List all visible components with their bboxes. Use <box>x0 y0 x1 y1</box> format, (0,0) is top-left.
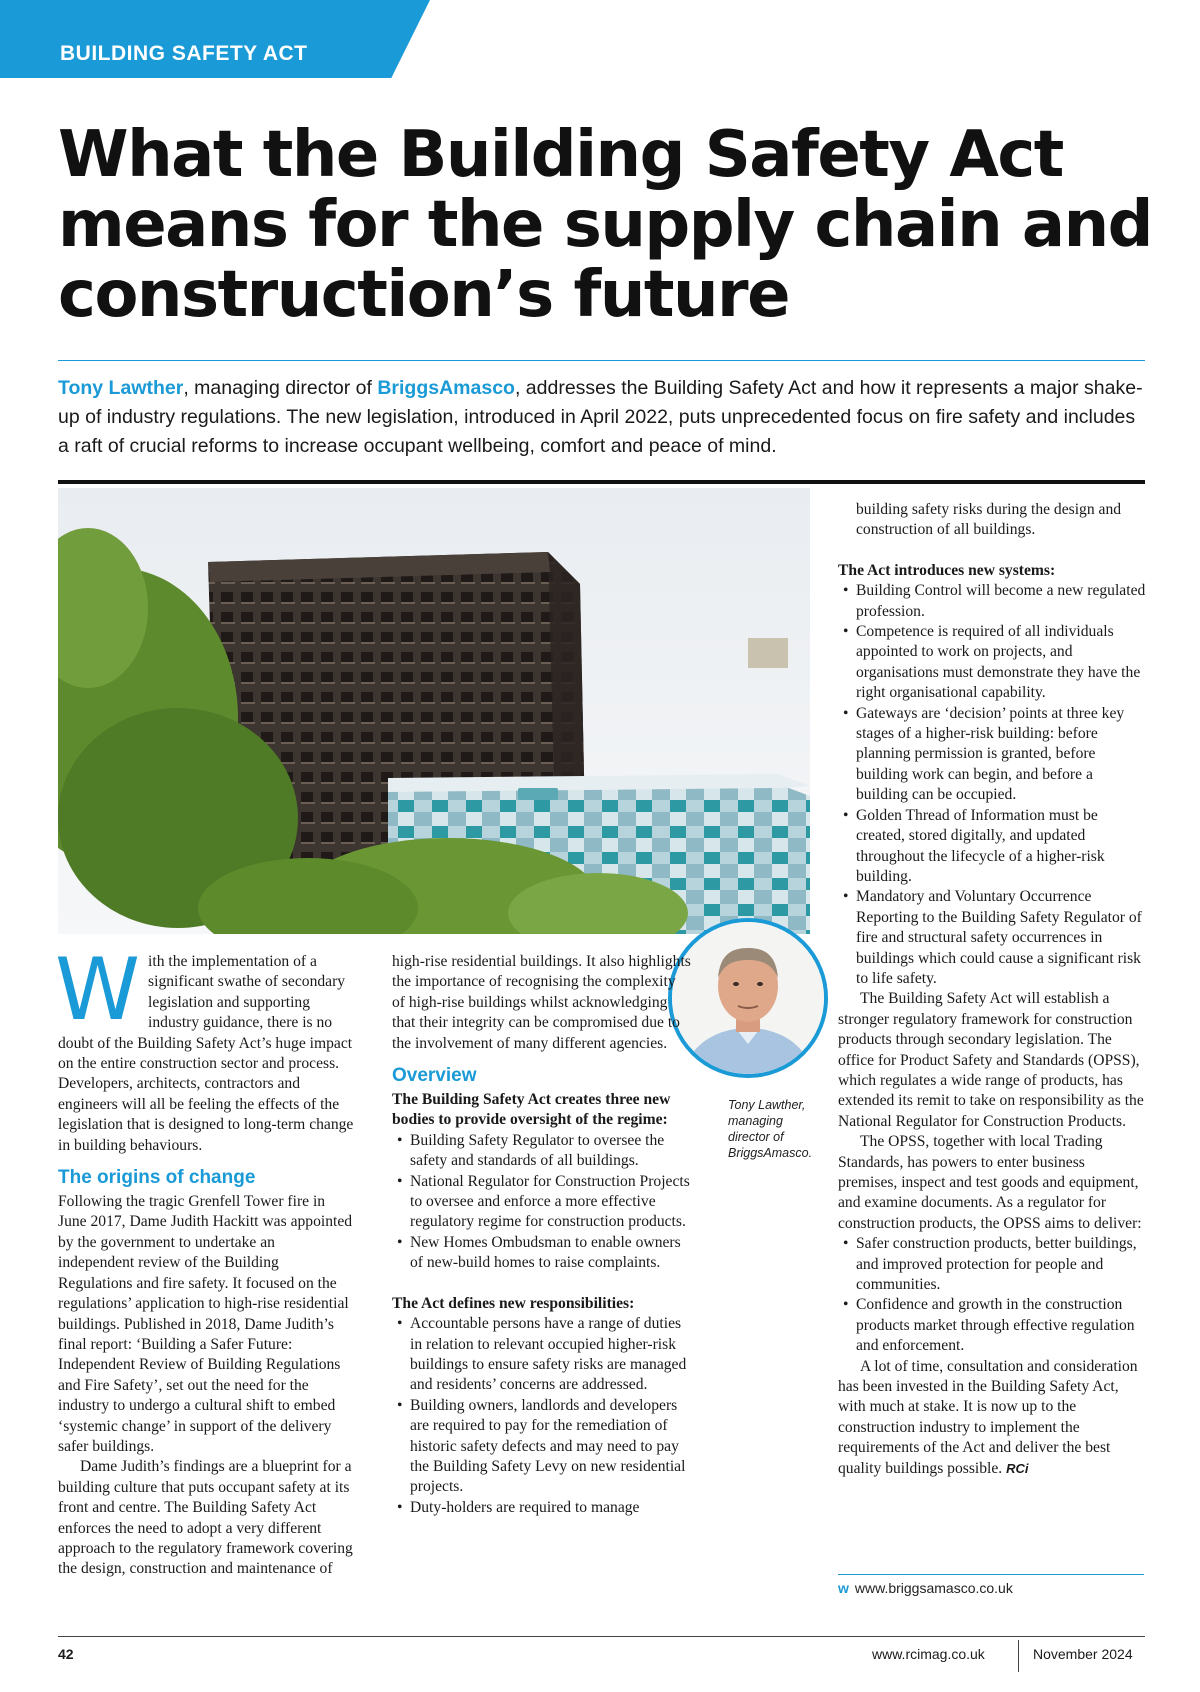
headline-divider <box>58 360 1145 361</box>
author-name: Tony Lawther <box>58 377 184 399</box>
headline-line-1: What the Building Safety Act <box>58 118 1063 192</box>
headline-line-3: construction’s future <box>58 258 789 332</box>
footer-divider <box>58 1636 1145 1637</box>
magazine-site[interactable]: www.rcimag.co.uk <box>872 1646 985 1662</box>
column-3 <box>838 500 1148 1479</box>
web-url[interactable]: www.briggsamasco.co.uk <box>854 1580 1013 1596</box>
origins-paragraph-2: Dame Judith’s findings are a blueprint for a building culture that puts occupant safety at its front and centre. The Building Safety Act enforces the need to adopt a very different approach to the regulatory framework covering the design, construction and maintenance of <box>58 1458 353 1578</box>
author-portrait <box>668 918 828 1078</box>
web-divider <box>838 1574 1144 1575</box>
origins-paragraph-1: Following the tragic Grenfell Tower fire in June 2017, Dame Judith Hackitt was appointed by the government to undertake an independent review of the Building Regulations and fire safety. It focused on the regulations’ application to high-rise residential buildings. Published in 2018, Dame Judith’s final report: ‘Building a Safer Future: Independent Review of Building Regulations and Fire Safety’, set out the need for the industry to undergo a cultural shift to embed ‘systemic change’ in support of the delivery safer buildings. <box>58 1193 353 1455</box>
portrait-caption: Tony Lawther, managing director of BriggsAmasco. <box>728 1098 813 1160</box>
web-prefix: w <box>838 1580 849 1596</box>
list-item: • Safer construction products, better buildings, and improved protection for people and communities. <box>838 1234 1148 1295</box>
headline <box>58 118 1152 332</box>
list-item: • Gateways are ‘decision’ points at three key stages of a higher-risk building: before planning permission is granted, before building work can begin, and before a building can be occupied. <box>838 704 1148 806</box>
responsibilities-lead: The Act defines new responsibilities: <box>392 1294 635 1312</box>
opss-paragraph-2: The OPSS, together with local Trading Standards, has powers to enter business premises, inspect and test goods and equipment, and examine documents. As a regulator for construction products, the OPSS aims to deliver: <box>838 1133 1142 1232</box>
list-item: • Building Control will become a new regulated profession. <box>838 581 1148 622</box>
list-item: • New Homes Ombudsman to enable owners of new-build homes to raise complaints. <box>392 1233 692 1274</box>
column-3-continuation: building safety risks during the design and construction of all buildings. <box>856 501 1122 539</box>
list-item: • National Regulator for Construction Projects to oversee and enforce a more effective regulatory regime for construction products. <box>392 1172 692 1233</box>
systems-list <box>838 581 1148 989</box>
closing-text: A lot of time, consultation and consideration has been invested in the Building Safety Act, with much at stake. It is now up to the construction industry to implement the requirements of the Act and deliver the best quality buildings possible. <box>838 1357 1138 1477</box>
headline-line-2: means for the supply chain and <box>58 188 1152 262</box>
column-2-continuation: high-rise residential buildings. It also highlights the importance of recognising the complexity of high-rise buildings whilst acknowledging that their integrity can be compromised due to the involvement of many different agencies. <box>392 953 691 1052</box>
intro-paragraph <box>55 940 354 1156</box>
company-name: BriggsAmasco <box>377 377 515 399</box>
opss-paragraph-1: The Building Safety Act will establish a stronger regulatory framework for construction products through secondary legislation. The office for Product Safety and Standards (OPSS), which regulates a wide range of products, has extended its remit to take on responsibility as the National Regulator for Construction Products. <box>838 990 1144 1130</box>
closing-paragraph <box>838 1357 1148 1479</box>
end-mark: RCi <box>1006 1460 1029 1476</box>
footer-separator <box>1018 1640 1019 1672</box>
website-reference <box>838 1580 1013 1596</box>
standfirst <box>58 374 1148 461</box>
drop-cap: W <box>55 940 141 1040</box>
bodies-lead: The Building Safety Act creates three new bodies to provide oversight of the regime: <box>392 1091 671 1129</box>
overview-heading: Overview <box>392 1065 477 1087</box>
issue-date: November 2024 <box>1033 1646 1133 1662</box>
list-item: • Building Safety Regulator to oversee the safety and standards of all buildings. <box>392 1131 692 1172</box>
list-item: • Competence is required of all individuals appointed to work on projects, and organisations must demonstrate they have the right organisational capability. <box>838 622 1148 704</box>
systems-lead: The Act introduces new systems: <box>838 561 1056 579</box>
list-item: • Confidence and growth in the construction products market through effective regulation and enforcement. <box>838 1295 1148 1356</box>
list-item: • Golden Thread of Information must be created, stored digitally, and updated throughout the lifecycle of a higher-risk building. <box>838 806 1148 888</box>
list-item: • Duty-holders are required to manage <box>392 1498 692 1518</box>
section-tab-label: BUILDING SAFETY ACT <box>60 42 308 65</box>
list-item: • Accountable persons have a range of duties in relation to relevant occupied higher-risk buildings to ensure safety risks are managed and residents’ concerns are addressed. <box>392 1314 692 1396</box>
standfirst-text-2: , addresses the Building Safety Act and how it represents a major shake-up of industry regulations. The new legislation, introduced in April 2022, puts unprecedented focus on fire safety and includes a raft of crucial reforms to increase occupant wellbeing, comfort and peace of mind. <box>58 377 1143 457</box>
list-item: • Building owners, landlords and developers are required to pay for the remediation of historic safety defects and may need to pay the Building Safety Levy on new residential projects. <box>392 1396 692 1498</box>
responsibilities-list <box>392 1314 692 1518</box>
column-1 <box>55 940 354 1580</box>
aims-list <box>838 1234 1148 1356</box>
page-number: 42 <box>58 1646 74 1662</box>
list-item: • Mandatory and Voluntary Occurrence Reporting to the Building Safety Regulator of fire and structural safety occurrences in buildings which could cause a significant risk to life safety. <box>838 887 1148 989</box>
standfirst-text-1: , managing director of <box>183 377 378 399</box>
column-2 <box>392 952 692 1518</box>
origins-heading: The origins of change <box>58 1167 256 1189</box>
section-tab <box>0 0 430 78</box>
grenfell-tower-photo <box>58 488 810 934</box>
bodies-list <box>392 1131 692 1274</box>
intro-text: ith the implementation of a significant swathe of secondary legislation and supporting industry guidance, there is no doubt of the Building Safety Act’s huge impact on the entire construction sector and process. Developers, architects, contractors and engineers will all be feeling the effects of the legislation that is designed to long-term change in building behaviours. <box>58 953 354 1154</box>
standfirst-divider <box>58 480 1145 484</box>
